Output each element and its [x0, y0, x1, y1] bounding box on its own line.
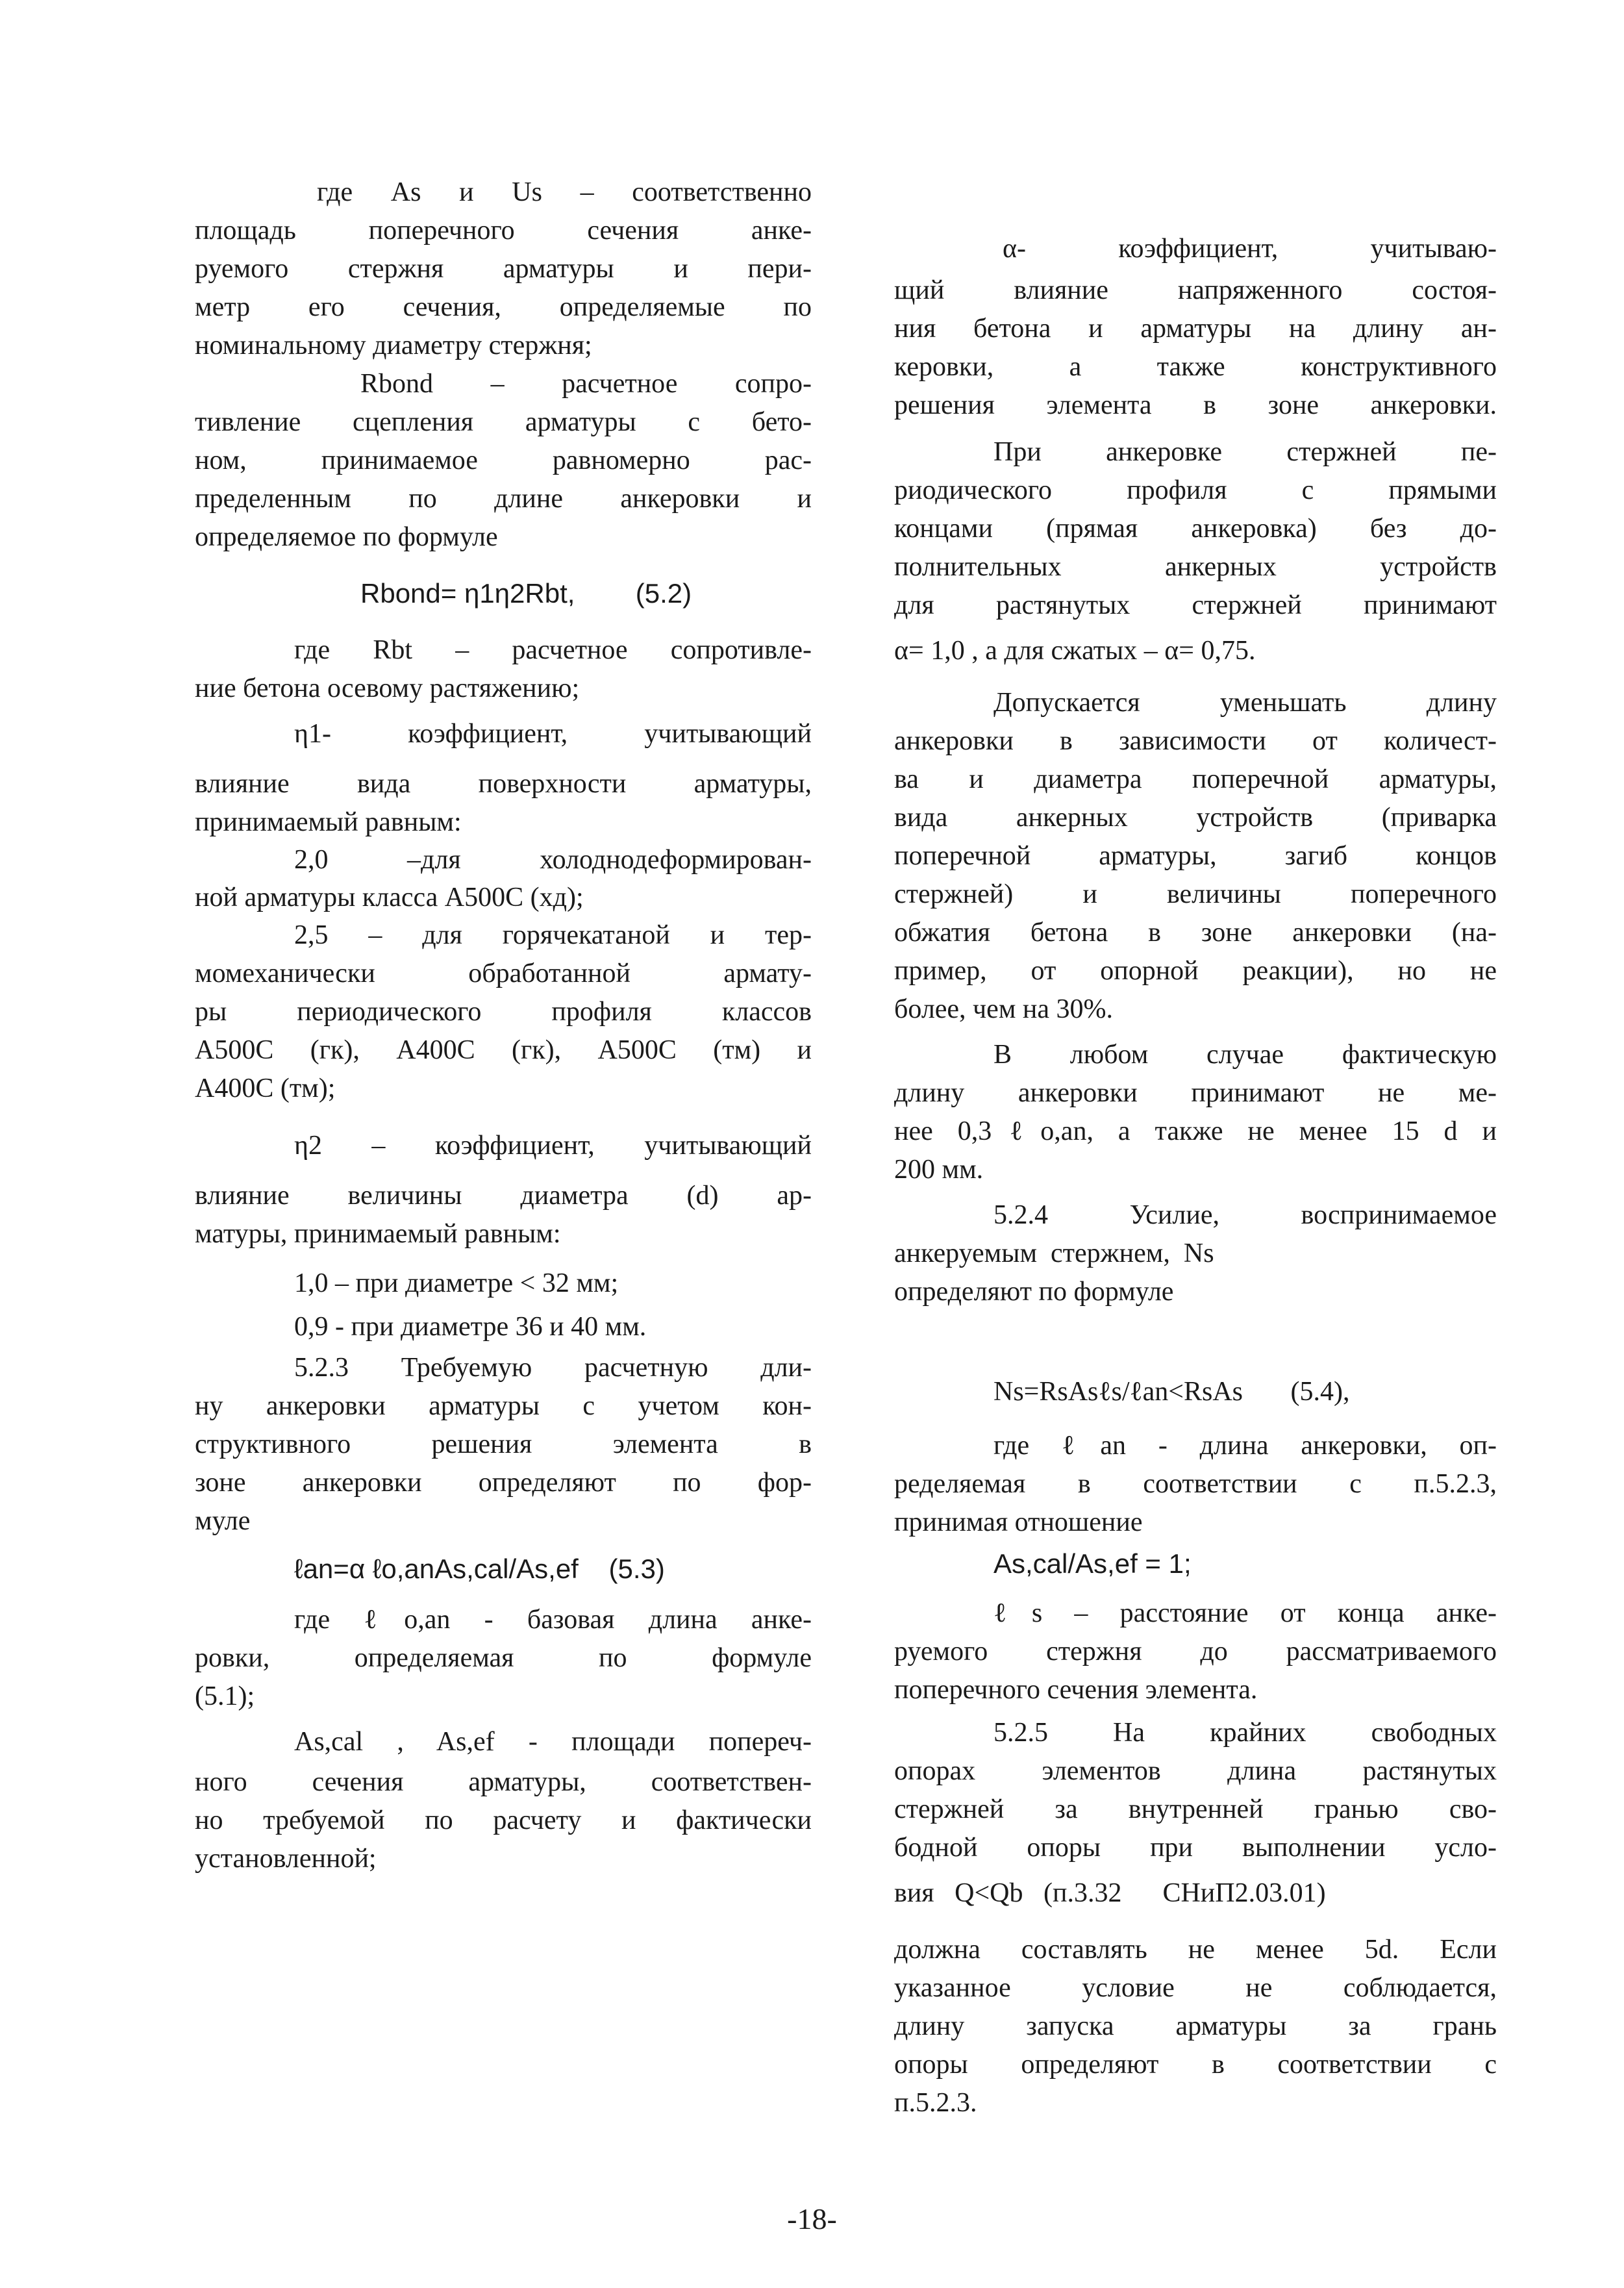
text-line: обжатия бетона в зоне анкеровки (на-: [894, 918, 1497, 948]
text-line: принимая отношение: [894, 1507, 1143, 1537]
text-line: влияние величины диаметра (d) ар-: [195, 1181, 812, 1211]
text-line: бодной опоры при выполнении усло-: [894, 1833, 1497, 1863]
text-line: А500С (гк), А400С (гк), А500С (тм) и: [195, 1035, 812, 1065]
text-line: руемого стержня арматуры и пери-: [195, 254, 812, 284]
text-line: α= 1,0 , а для сжатых – α= 0,75.: [894, 636, 1256, 666]
text-line: 200 мм.: [894, 1155, 984, 1185]
text-line: структивного решения элемента в: [195, 1429, 812, 1459]
text-line: А400С (тм);: [195, 1074, 336, 1103]
text-line: вия Q<Qb (п.3.32 СНиП2.03.01): [894, 1878, 1326, 1908]
page-number: -18-: [787, 2202, 837, 2235]
text-line: метр его сечения, определяемые по: [195, 292, 812, 322]
text-line: ние бетона осевому растяжению;: [195, 673, 580, 703]
text-line: для растянутых стержней принимают: [894, 590, 1497, 620]
text-line: 1,0 – при диаметре < 32 мм;: [294, 1268, 619, 1298]
text-line: опорах элементов длина растянутых: [894, 1756, 1497, 1786]
text-line: концами (прямая анкеровка) без до-: [894, 514, 1497, 544]
text-line: принимаемый равным:: [195, 807, 462, 837]
text-line: указанное условие не соблюдается,: [894, 1973, 1497, 2003]
text-line: стержней за внутренней гранью сво-: [894, 1794, 1497, 1824]
text-line: поперечной арматуры, загиб концов: [894, 841, 1497, 871]
text-line: площадь поперечного сечения анке-: [195, 216, 812, 245]
text-line: керовки, а также конструктивного: [894, 352, 1497, 382]
text-line: ровки, определяемая по формуле: [195, 1643, 812, 1673]
text-line: 5.2.5 На крайних свободных: [993, 1718, 1497, 1748]
text-line: α- коэффициент, учитываю-: [1003, 234, 1497, 264]
text-line: риодического профиля с прямыми: [894, 475, 1497, 505]
text-line: поперечного сечения элемента.: [894, 1675, 1258, 1705]
text-line: опоры определяют в соответствии с: [894, 2050, 1497, 2080]
text-line: ну анкеровки арматуры с учетом кон-: [195, 1391, 812, 1421]
text-line: но требуемой по расчету и фактически: [195, 1805, 812, 1835]
text-line: ном, принимаемое равномерно рас-: [195, 446, 812, 475]
formula-5-3: ℓan=α ℓo,anAs,cal/As,ef (5.3): [294, 1553, 665, 1584]
text-line: матуры, принимаемый равным:: [195, 1219, 561, 1249]
text-line: При анкеровке стержней пе-: [993, 437, 1497, 467]
text-line: где As и Us – соответственно: [317, 177, 812, 207]
text-line: определяют по формуле: [894, 1277, 1174, 1307]
text-line: η1- коэффициент, учитывающий: [294, 719, 812, 749]
text-line: где ℓo,an - базовая длина анке-: [294, 1605, 812, 1635]
text-line: анкеровки в зависимости от количест-: [894, 726, 1497, 756]
text-line: руемого стержня до рассматриваемого: [894, 1637, 1497, 1666]
text-line: анкеруемым стержнем, Ns: [894, 1238, 1214, 1268]
text-line: Допускается уменьшать длину: [993, 688, 1497, 718]
text-line: где Rbt – расчетное сопротивле-: [294, 635, 812, 665]
text-line: установленной;: [195, 1844, 377, 1874]
text-line: ного сечения арматуры, соответствен-: [195, 1767, 812, 1797]
text-line: полнительных анкерных устройств: [894, 552, 1497, 582]
text-line: номинальному диаметру стержня;: [195, 331, 592, 360]
text-line: 2,0 –для холоднодеформирован-: [294, 845, 812, 875]
text-line: 2,5 – для горячекатаной и тер-: [294, 920, 812, 950]
text-line: 0,9 - при диаметре 36 и 40 мм.: [294, 1312, 647, 1342]
text-line: В любом случае фактическую: [993, 1040, 1497, 1070]
text-line: тивление сцепления арматуры с бето-: [195, 407, 812, 437]
formula-5-2: Rbond= η1η2Rbt, (5.2): [360, 578, 692, 609]
text-line: длину анкеровки принимают не ме-: [894, 1078, 1497, 1108]
text-line: пример, от опорной реакции), но не: [894, 956, 1497, 986]
formula-5-4: Ns=RsAsℓs/ℓan<RsAs (5.4),: [993, 1377, 1350, 1407]
text-line: 5.2.3 Требуемую расчетную дли-: [294, 1353, 812, 1383]
text-line: п.5.2.3.: [894, 2088, 977, 2118]
text-line: определяемое по формуле: [195, 522, 498, 552]
text-line: влияние вида поверхности арматуры,: [195, 769, 812, 799]
text-line: ределяемая в соответствии с п.5.2.3,: [894, 1469, 1497, 1499]
text-line: η2 – коэффициент, учитывающий: [294, 1131, 812, 1161]
text-line: стержней) и величины поперечного: [894, 879, 1497, 909]
ratio-formula: As,cal/As,ef = 1;: [993, 1548, 1192, 1579]
text-line: длину запуска арматуры за грань: [894, 2011, 1497, 2041]
text-line: момеханически обработанной армату-: [195, 959, 812, 988]
text-line: где ℓan - длина анкеровки, оп-: [993, 1431, 1497, 1461]
text-line: ния бетона и арматуры на длину ан-: [894, 314, 1497, 344]
text-line: более, чем на 30%.: [894, 994, 1114, 1024]
text-line: ℓs – расстояние от конца анке-: [993, 1598, 1497, 1628]
text-line: Rbond – расчетное сопро-: [360, 369, 812, 399]
text-line: пределенным по длине анкеровки и: [195, 484, 812, 514]
text-line: муле: [195, 1506, 251, 1536]
text-line: ры периодического профиля классов: [195, 997, 812, 1027]
text-line: (5.1);: [195, 1681, 255, 1711]
text-line: нее 0,3ℓo,an, а также не менее 15 d и: [894, 1116, 1497, 1146]
text-line: должна составлять не менее 5d. Если: [894, 1935, 1497, 1965]
text-line: решения элемента в зоне анкеровки.: [894, 390, 1497, 420]
text-line: As,cal , As,ef - площади попереч-: [294, 1727, 812, 1757]
text-line: ной арматуры класса А500С (хд);: [195, 883, 584, 912]
text-line: щий влияние напряженного состоя-: [894, 275, 1497, 305]
text-line: вида анкерных устройств (приварка: [894, 803, 1497, 833]
text-line: ва и диаметра поперечной арматуры,: [894, 764, 1497, 794]
text-line: 5.2.4 Усилие, воспринимаемое: [993, 1200, 1497, 1230]
text-line: зоне анкеровки определяют по фор-: [195, 1468, 812, 1498]
